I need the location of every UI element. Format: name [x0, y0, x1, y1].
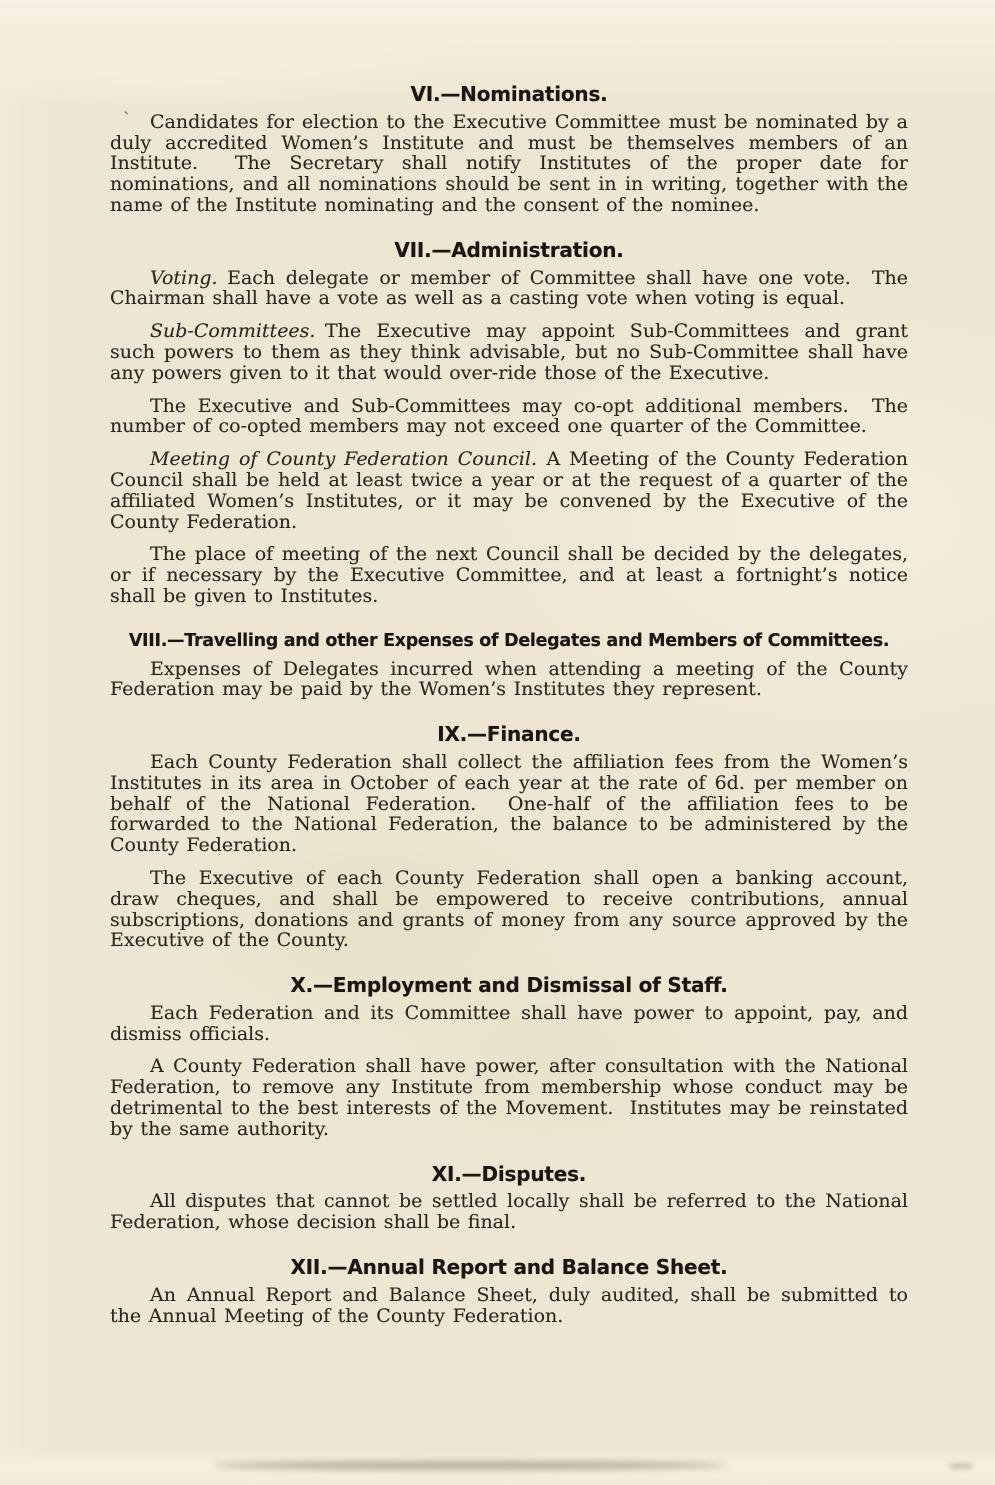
paragraph	[110, 657, 916, 701]
page-content	[110, 82, 916, 1327]
section-annual-report	[110, 1233, 916, 1327]
scan-shadow-right	[948, 1463, 974, 1469]
section-heading: IX.—Finance.	[437, 722, 581, 747]
paragraph-text: The Executive and Sub-Committees may co-opt additional members. The number of co-opted members may not exceed one quarter of the Committee.	[110, 394, 916, 438]
paragraph-text: The Executive of each County Federation shall open a banking account, draw cheques, and shall be empowered to receive contributions, annual subscriptions, donations and grants of money from any source approved by the Executive of the County.	[110, 866, 916, 952]
section-heading: VI.—Nominations.	[410, 82, 608, 106]
section-heading: VII.—Administration.	[394, 237, 624, 262]
paragraph-text: A County Federation shall have power, after consultation with the National Federation, to remove any Institute from membership whose conduct may be detrimental to the best interests of the Movement. Institutes may be reinstated by the same authority.	[110, 1055, 916, 1140]
paragraph	[110, 1283, 916, 1327]
section-disputes	[110, 1140, 916, 1234]
section-employment-dismissal	[110, 951, 916, 1140]
paragraph	[110, 750, 916, 857]
stray-pen-mark: ‵	[123, 107, 130, 128]
paragraph	[110, 1001, 916, 1045]
paragraph-text: Candidates for election to the Executive Committee must be nominated by a duly accredited Women’s Institute and must be themselves members of an Institute. The Secretary shall notify Institutes of the proper date for nominations, and all nominations should be sent in in writing, together with the name of the Institute nominating and the consent of the nominee.	[110, 110, 916, 216]
paragraph	[110, 320, 916, 384]
section-nominations	[110, 82, 916, 216]
paragraph	[110, 110, 916, 216]
paragraph	[110, 1055, 916, 1140]
section-heading: XII.—Annual Report and Balance Sheet.	[290, 1255, 728, 1280]
section-heading: XI.—Disputes.	[431, 1161, 587, 1186]
section-heading: VIII.—Travelling and other Expenses of Delegates and Members of Committees.	[128, 630, 890, 651]
section-administration	[110, 216, 916, 607]
paragraph-text: All disputes that cannot be settled locally shall be referred to the National Federation, whose decision shall be final.	[110, 1190, 916, 1234]
section-travelling-expenses	[110, 607, 916, 701]
paragraph	[110, 448, 916, 533]
paragraph-text: The place of meeting of the next Council shall be decided by the delegates, or if necessary by the Executive Committee, and at least a fortnight’s notice shall be given to Institutes.	[110, 543, 916, 607]
paragraph-lead: Meeting of County Federation Council.	[150, 448, 537, 471]
section-heading: X.—Employment and Dismissal of Staff.	[290, 973, 728, 998]
paragraph	[110, 394, 916, 438]
paragraph	[110, 1190, 916, 1234]
paragraph-text: Each County Federation shall collect the affiliation fees from the Women’s Institutes in its area in October of each year at the rate of 6d. per member on behalf of the National Federation. One-half of the affiliation fees to be forwarded to the National Federation, the balance to be administered by the County Federation.	[110, 750, 916, 857]
paragraph-text: The Executive may appoint Sub-Committees and grant such powers to them as they think advisable, but no Sub-Committee shall have any powers given to it that would over-ride those of the Executive.	[110, 320, 916, 384]
paragraph-text: An Annual Report and Balance Sheet, duly audited, shall be submitted to the Annual Meeting of the County Federation.	[110, 1283, 916, 1327]
paragraph	[110, 543, 916, 607]
scan-shadow	[212, 1461, 727, 1470]
paragraph	[110, 266, 916, 310]
paragraph-text: Expenses of Delegates incurred when attending a meeting of the County Federation may be paid by the Women’s Institutes they represent.	[110, 657, 916, 701]
paragraph	[110, 866, 916, 952]
paragraph-text: Each Federation and its Committee shall have power to appoint, pay, and dismiss officials.	[110, 1001, 916, 1045]
section-finance	[110, 700, 916, 952]
paragraph-lead: Sub-Committees.	[150, 320, 316, 343]
paragraph-text: Each delegate or member of Committee shall have one vote. The Chairman shall have a vote as well as a casting vote when voting is equal.	[110, 266, 916, 310]
paragraph-lead: Voting.	[150, 266, 218, 289]
paragraph-text: A Meeting of the County Federation Council shall be held at least twice a year or at the request of a quarter of the affiliated Women’s Institutes, or it may be convened by the Executive of the County Federation.	[110, 448, 916, 533]
